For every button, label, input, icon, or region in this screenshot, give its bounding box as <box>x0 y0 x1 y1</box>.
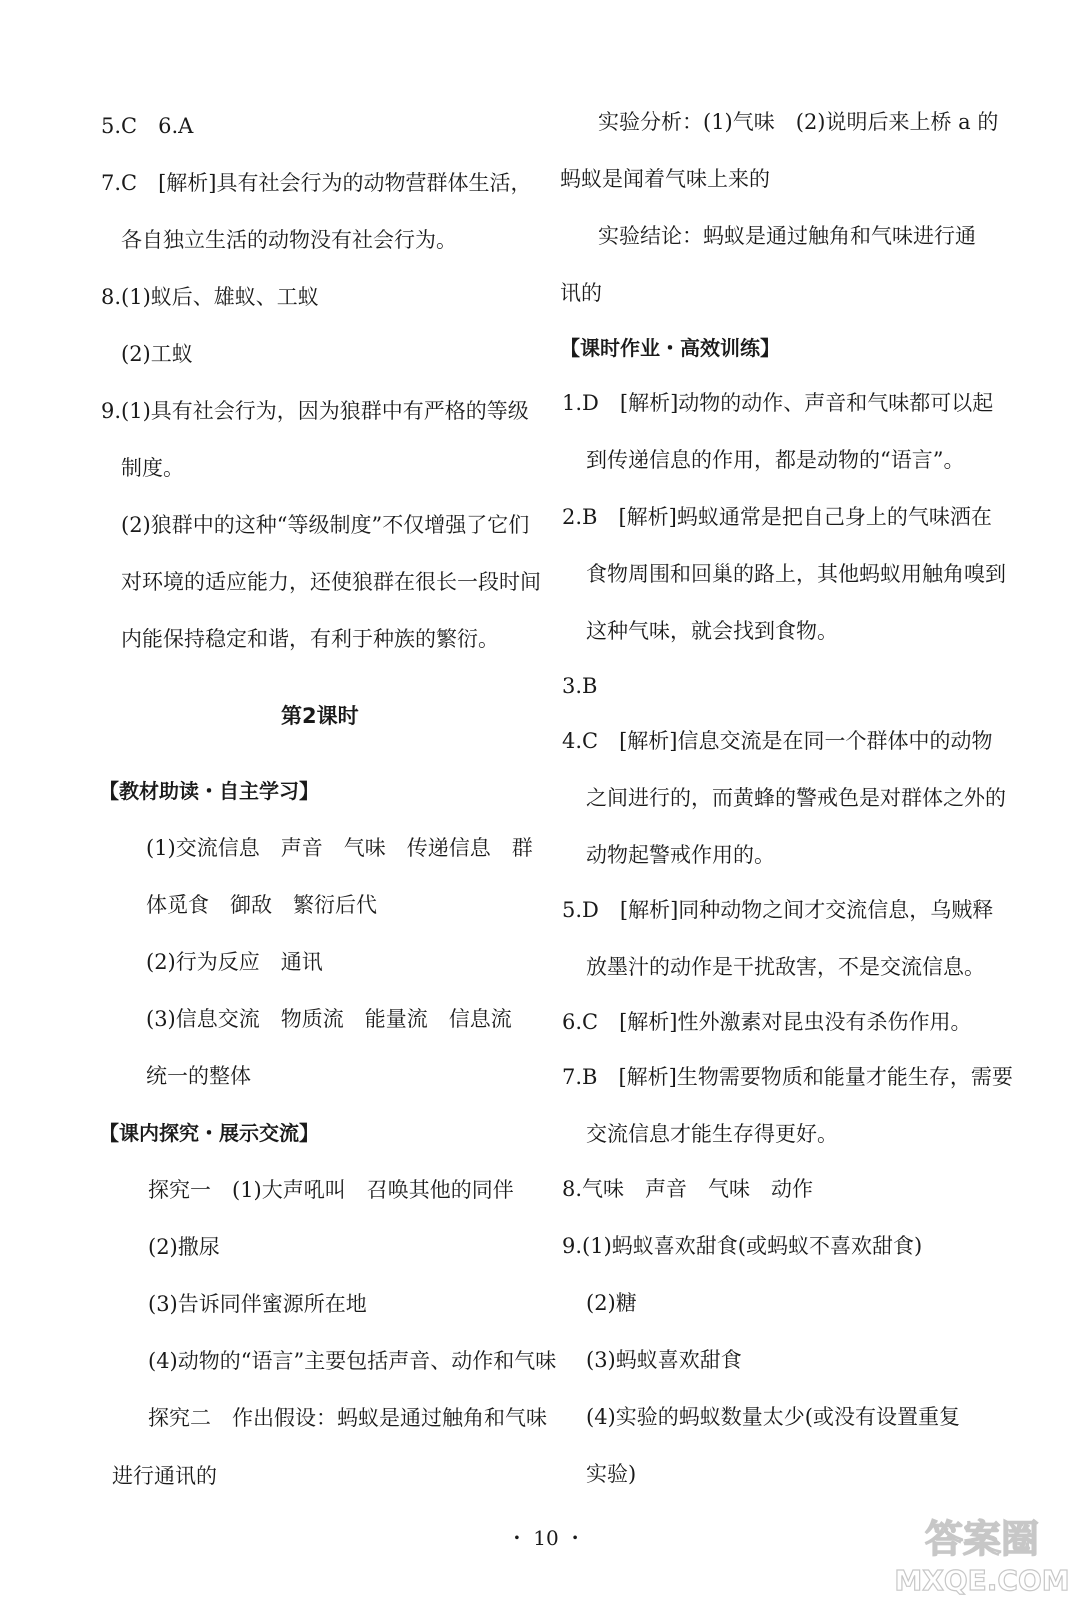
inquiry-1-2: (2)撒尿 <box>148 1235 220 1259</box>
study-1-cont: 体觅食 御敌 繁衍后代 <box>146 893 377 917</box>
watermark-logo <box>880 1508 1085 1596</box>
hw-9-1: 9.(1)蚂蚁喜欢甜食(或蚂蚁不喜欢甜食) <box>562 1234 923 1258</box>
answer-8-1: 8.(1)蚁后、雄蚁、工蚁 <box>101 285 319 309</box>
answer-9-2-cont2: 内能保持稳定和谐，有利于种族的繁衍。 <box>121 627 499 651</box>
lesson-title: 第2课时 <box>281 704 359 728</box>
hw-9-3: (3)蚂蚁喜欢甜食 <box>586 1348 742 1372</box>
answer-9-2: (2)狼群中的这种“等级制度”不仅增强了它们 <box>121 513 530 537</box>
hw-8: 8.气味 声音 气味 动作 <box>562 1177 814 1201</box>
hw-4: 4.C [解析]信息交流是在同一个群体中的动物 <box>562 729 993 753</box>
study-2: (2)行为反应 通讯 <box>146 950 323 974</box>
hw-9-4: (4)实验的蚂蚁数量太少(或没有设置重复 <box>586 1405 960 1429</box>
study-1: (1)交流信息 声音 气味 传递信息 群 <box>146 836 533 860</box>
hw-7-cont: 交流信息才能生存得更好。 <box>586 1122 838 1146</box>
hw-7: 7.B [解析]生物需要物质和能量才能生存，需要 <box>562 1065 1013 1089</box>
inquiry-1-1: 探究一 (1)大声吼叫 召唤其他的同伴 <box>148 1178 514 1202</box>
section-heading-textbook: 【教材助读・自主学习】 <box>99 779 319 803</box>
hw-3: 3.B <box>562 674 598 698</box>
exp-conclusion-cont: 讯的 <box>560 281 602 305</box>
hw-2-cont: 食物周围和回巢的路上，其他蚂蚁用触角嗅到 <box>586 562 1006 586</box>
hw-2: 2.B [解析]蚂蚁通常是把自己身上的气味洒在 <box>562 505 992 529</box>
hw-5-cont: 放墨汁的动作是干扰敌害，不是交流信息。 <box>586 955 985 979</box>
answer-8-2: (2)工蚁 <box>121 342 193 366</box>
study-3-cont: 统一的整体 <box>146 1064 251 1088</box>
inquiry-2: 探究二 作出假设：蚂蚁是通过触角和气味 <box>148 1406 547 1430</box>
hw-1: 1.D [解析]动物的动作、声音和气味都可以起 <box>562 391 994 415</box>
answer-9-2-cont: 对环境的适应能力，还使狼群在很长一段时间 <box>121 570 541 594</box>
exp-conclusion: 实验结论：蚂蚁是通过触角和气味进行通 <box>598 224 976 248</box>
section-heading-homework: 【课时作业・高效训练】 <box>560 336 780 360</box>
watermark-top-text: 答案圈 <box>924 1517 1040 1561</box>
study-3: (3)信息交流 物质流 能量流 信息流 <box>146 1007 512 1031</box>
answer-7-cont: 各自独立生活的动物没有社会行为。 <box>121 228 457 252</box>
hw-9-2: (2)糖 <box>586 1291 637 1315</box>
hw-9-4-cont: 实验) <box>586 1462 637 1486</box>
hw-2-cont2: 这种气味，就会找到食物。 <box>586 619 838 643</box>
page-number: ・ 10 ・ <box>506 1526 586 1550</box>
hw-1-cont: 到传递信息的作用，都是动物的“语言”。 <box>586 448 965 472</box>
hw-5: 5.D [解析]同种动物之间才交流信息，乌贼释 <box>562 898 994 922</box>
inquiry-1-3: (3)告诉同伴蜜源所在地 <box>148 1292 367 1316</box>
section-heading-inquiry: 【课内探究・展示交流】 <box>99 1121 319 1145</box>
inquiry-2-cont: 进行通讯的 <box>112 1464 217 1488</box>
answer-9-1: 9.(1)具有社会行为，因为狼群中有严格的等级 <box>101 399 529 423</box>
inquiry-1-4: (4)动物的“语言”主要包括声音、动作和气味 <box>148 1349 557 1373</box>
watermark-bottom-text: MXQE.COM <box>894 1564 1070 1596</box>
exp-analysis-cont: 蚂蚁是闻着气味上来的 <box>560 167 770 191</box>
answer-9-1-cont: 制度。 <box>121 456 184 480</box>
hw-4-cont2: 动物起警戒作用的。 <box>586 843 775 867</box>
answer-5-6: 5.C 6.A <box>101 114 194 138</box>
exp-analysis: 实验分析：(1)气味 (2)说明后来上桥 a 的 <box>598 110 999 134</box>
hw-6: 6.C [解析]性外激素对昆虫没有杀伤作用。 <box>562 1010 972 1034</box>
hw-4-cont: 之间进行的，而黄蜂的警戒色是对群体之外的 <box>586 786 1006 810</box>
answer-7: 7.C [解析]具有社会行为的动物营群体生活， <box>101 171 532 195</box>
